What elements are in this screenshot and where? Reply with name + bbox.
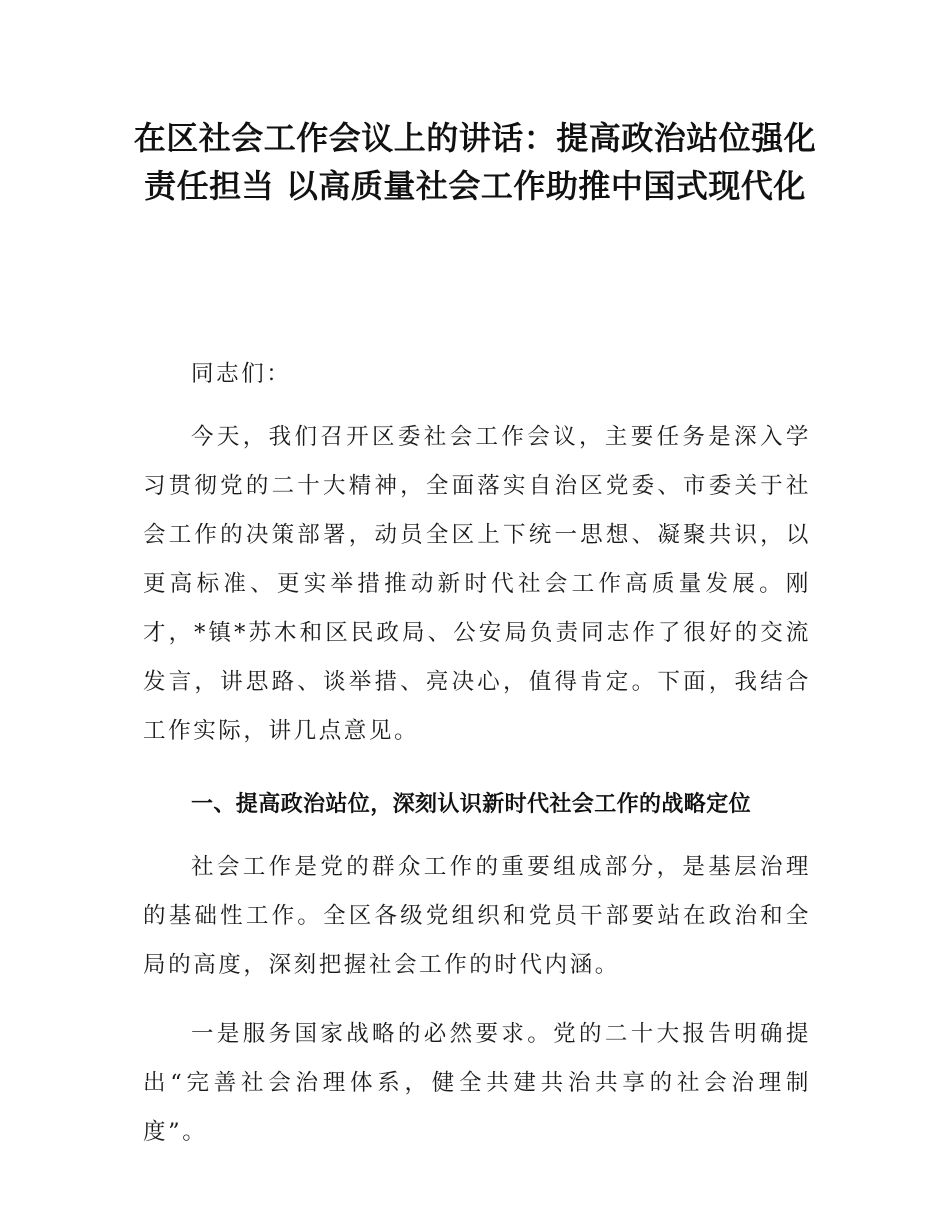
section-paragraph: 一是服务国家战略的必然要求。党的二十大报告明确提出“完善社会治理体系，健全共建共治共享的社会治理制度”。 bbox=[143, 1021, 811, 1145]
greeting-paragraph: 同志们： bbox=[191, 361, 292, 387]
intro-paragraph: 今天，我们召开区委社会工作会议，主要任务是深入学习贯彻党的二十大精神，全面落实自治区党委、市委关于社会工作的决策部署，动员全区上下统一思想、凝聚共识，以更高标准、更实举措推动新时代社会工作高质量发展。刚才，*镇*苏木和区民政局、公安局负责同志作了很好的交流发言，讲思路、谈举措、亮决心，值得肯定。下面，我结合工作实际，讲几点意见。 bbox=[143, 424, 811, 744]
section-heading: 一、提高政治站位，深刻认识新时代社会工作的战略定位 bbox=[191, 792, 752, 817]
section-paragraph: 社会工作是党的群众工作的重要组成部分，是基层治理的基础性工作。全区各级党组织和党员干部要站在政治和全局的高度，深刻把握社会工作的时代内涵。 bbox=[143, 854, 811, 978]
document-title: 在区社会工作会议上的讲话：提高政治站位强化责任担当 以高质量社会工作助推中国式现代化 bbox=[133, 119, 817, 205]
